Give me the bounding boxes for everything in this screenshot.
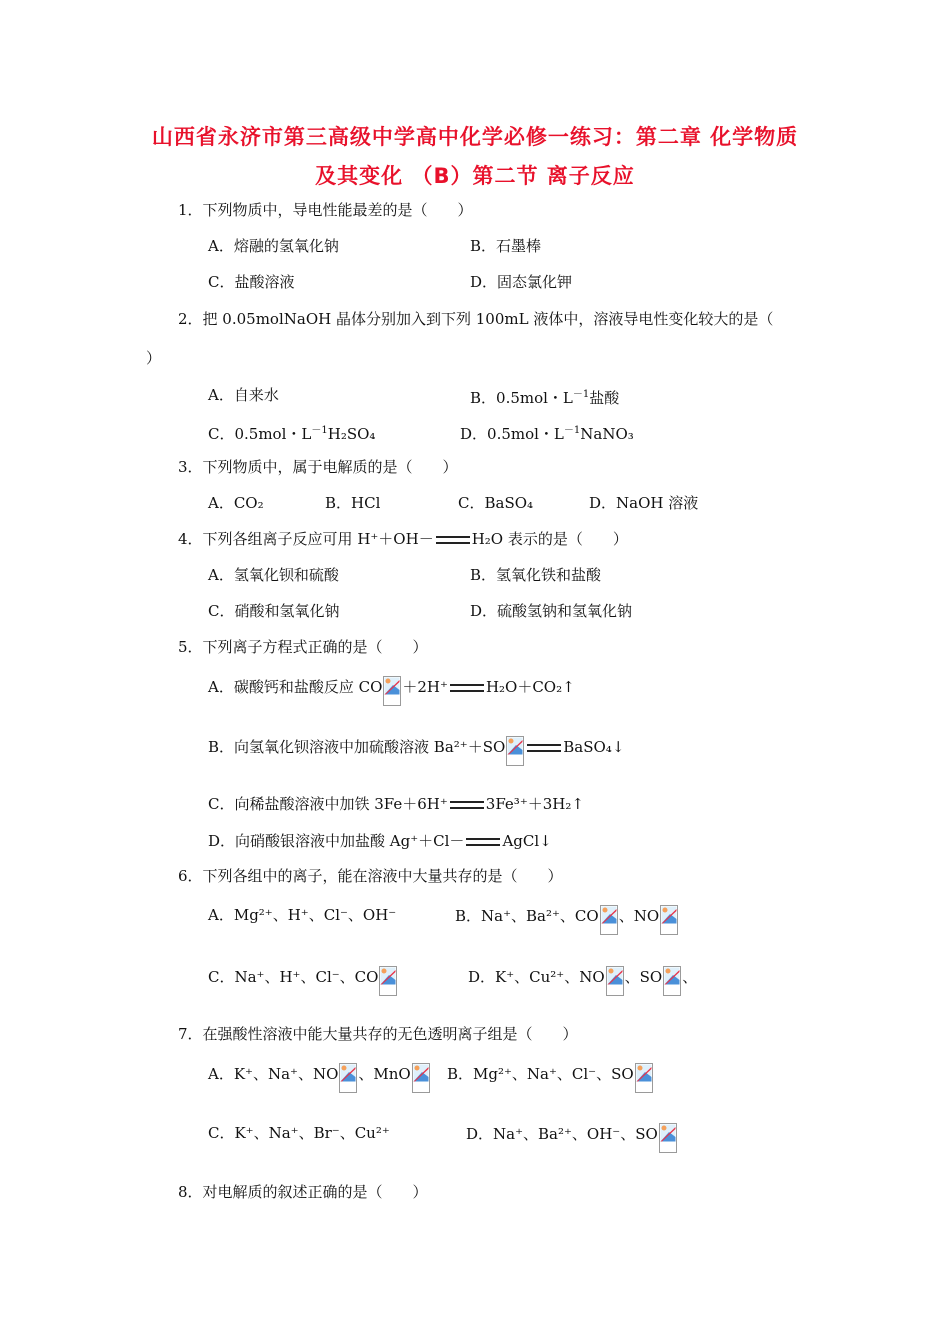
- option-text-end: BaSO₄↓: [563, 738, 625, 756]
- question-7-stem: 7．在强酸性溶液中能大量共存的无色透明离子组是（ ）: [178, 1025, 578, 1043]
- question-2-option-c: [208, 421, 375, 444]
- document-title-line1: 山西省永济市第三高级中学高中化学必修一练习：第二章 化学物质: [151, 125, 799, 149]
- question-5-option-c: [208, 794, 584, 814]
- stem-text-end: H₂O 表示的是（ ）: [471, 530, 628, 548]
- question-3-option-c: C．BaSO₄: [458, 494, 534, 512]
- question-7-option-c: C．K⁺、Na⁺、Br⁻、Cu²⁺: [208, 1124, 390, 1142]
- broken-image-icon: [506, 736, 524, 766]
- question-2-stem-end: ）: [146, 349, 162, 367]
- option-text-end: 、: [682, 968, 698, 986]
- option-text-mid: 、NO: [618, 907, 660, 925]
- option-text-mid: 、SO: [624, 968, 663, 986]
- question-3-option-a: A．CO₂: [208, 494, 264, 512]
- broken-image-icon: [412, 1063, 430, 1093]
- option-text-end: AgCl↓: [502, 832, 552, 850]
- double-arrow-equals-sign: [450, 801, 484, 809]
- question-4-option-d: D．硫酸氢钠和氢氧化钠: [470, 602, 633, 620]
- question-2-option-d: [460, 421, 634, 444]
- option-d-text-end: NaNO₃: [580, 425, 634, 443]
- question-5-stem: 5．下列离子方程式正确的是（ ）: [178, 638, 428, 656]
- broken-image-icon: [379, 966, 397, 996]
- broken-image-icon: [663, 966, 681, 996]
- option-c-text: C．0.5mol・L: [208, 425, 312, 443]
- broken-image-icon: [659, 1123, 677, 1153]
- question-3-stem: 3．下列物质中，属于电解质的是（ ）: [178, 458, 458, 476]
- question-5-option-a: [208, 676, 575, 706]
- question-1-stem: 1．下列物质中，导电性能最差的是（ ）: [178, 201, 473, 219]
- question-6-option-c: [208, 966, 398, 996]
- document-title-line2: 及其变化 （B）第二节 离子反应: [315, 164, 635, 188]
- double-arrow-equals-sign: [436, 536, 470, 544]
- option-c-text-end: H₂SO₄: [327, 425, 376, 443]
- question-2-option-a: A．自来水: [208, 386, 279, 404]
- double-arrow-equals-sign: [527, 744, 561, 752]
- option-b-text-end: 盐酸: [589, 389, 620, 407]
- double-arrow-equals-sign: [450, 684, 484, 692]
- option-text: B．向氢氧化钡溶液中加硫酸溶液 Ba²⁺＋SO: [208, 738, 506, 756]
- double-arrow-equals-sign: [466, 838, 500, 846]
- broken-image-icon: [606, 966, 624, 996]
- question-4-option-b: B．氢氧化铁和盐酸: [470, 566, 602, 584]
- question-8-stem: 8．对电解质的叙述正确的是（ ）: [178, 1183, 428, 1201]
- stem-text: 4．下列各组离子反应可用 H⁺＋OH－: [178, 530, 434, 548]
- question-1-option-a: A．熔融的氢氧化钠: [208, 237, 339, 255]
- question-7-option-b: [447, 1063, 654, 1093]
- question-5-option-b: [208, 736, 624, 766]
- option-text: D．Na⁺、Ba²⁺、OH⁻、SO: [466, 1125, 658, 1143]
- question-1-option-c: C．盐酸溶液: [208, 273, 295, 291]
- question-6-option-b: [455, 905, 679, 935]
- broken-image-icon: [660, 905, 678, 935]
- option-text: B．Na⁺、Ba²⁺、CO: [455, 907, 599, 925]
- superscript: －1: [572, 389, 590, 400]
- option-text: A．碳酸钙和盐酸反应 CO: [208, 678, 383, 696]
- question-6-stem: 6．下列各组中的离子，能在溶液中大量共存的是（ ）: [178, 867, 563, 885]
- option-text-end: H₂O＋CO₂↑: [485, 678, 575, 696]
- option-text-mid: ＋2H⁺: [402, 678, 448, 696]
- broken-image-icon: [339, 1063, 357, 1093]
- option-text: B．Mg²⁺、Na⁺、Cl⁻、SO: [447, 1065, 634, 1083]
- question-3-option-d: D．NaOH 溶液: [589, 494, 699, 512]
- option-text: D．K⁺、Cu²⁺、NO: [468, 968, 605, 986]
- question-6-option-d: [468, 966, 697, 996]
- option-text: C．Na⁺、H⁺、Cl⁻、CO: [208, 968, 379, 986]
- question-6-option-a: A．Mg²⁺、H⁺、Cl⁻、OH⁻: [208, 906, 397, 924]
- question-4-option-c: C．硝酸和氢氧化钠: [208, 602, 340, 620]
- question-2-stem: 2．把 0.05molNaOH 晶体分别加入到下列 100mL 液体中，溶液导电性变化较大的是（: [178, 310, 774, 328]
- broken-image-icon: [383, 676, 401, 706]
- question-4-stem: [178, 529, 628, 549]
- broken-image-icon: [600, 905, 618, 935]
- superscript: －1: [311, 425, 328, 436]
- question-2-option-b: [470, 385, 619, 408]
- option-text-end: 3Fe³⁺＋3H₂↑: [485, 795, 584, 813]
- option-d-text: D．0.5mol・L: [460, 425, 564, 443]
- superscript: －1: [563, 425, 581, 436]
- question-4-option-a: A．氢氧化钡和硫酸: [208, 566, 339, 584]
- option-text-mid: 、MnO: [358, 1065, 411, 1083]
- option-text: C．向稀盐酸溶液中加铁 3Fe＋6H⁺: [208, 795, 448, 813]
- option-text: D．向硝酸银溶液中加盐酸 Ag⁺＋Cl－: [208, 832, 465, 850]
- broken-image-icon: [635, 1063, 653, 1093]
- question-1-option-b: B．石墨棒: [470, 237, 542, 255]
- option-b-text: B．0.5mol・L: [470, 389, 573, 407]
- question-1-option-d: D．固态氯化钾: [470, 273, 573, 291]
- question-7-option-a: [208, 1063, 431, 1093]
- question-7-option-d: [466, 1123, 678, 1153]
- question-3-option-b: B．HCl: [325, 494, 381, 512]
- question-5-option-d: [208, 831, 552, 851]
- option-text: A．K⁺、Na⁺、NO: [208, 1065, 339, 1083]
